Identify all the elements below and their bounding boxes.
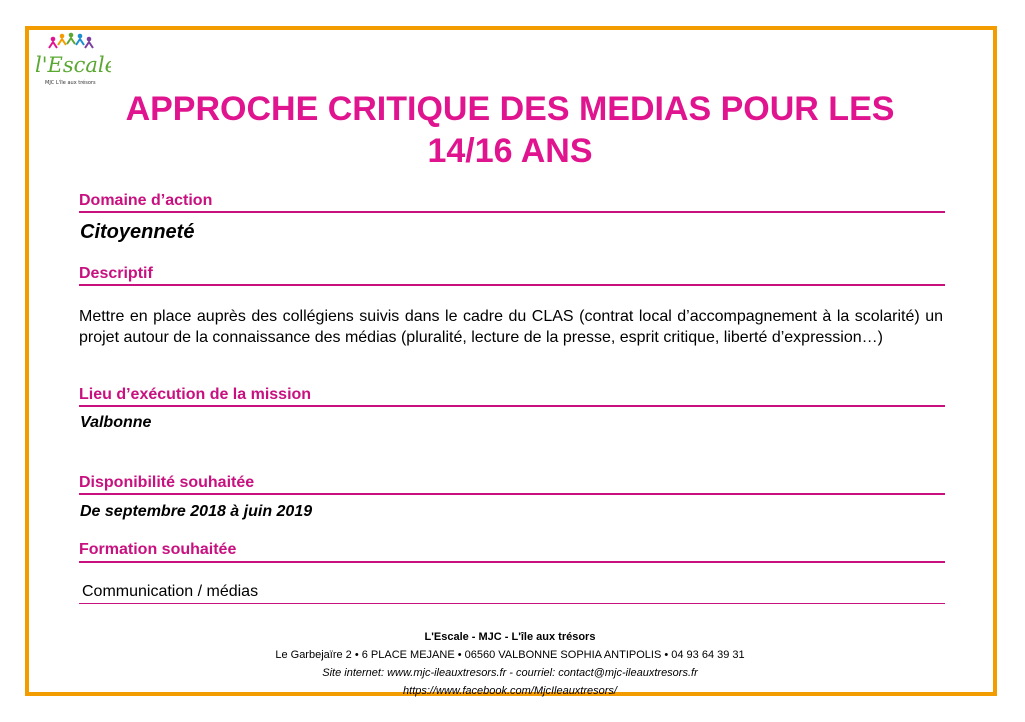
disponibilite-label: Disponibilité souhaitée <box>79 474 255 491</box>
disponibilite-value: De septembre 2018 à juin 2019 <box>80 503 313 520</box>
domaine-value: Citoyenneté <box>80 221 195 243</box>
svg-text:l'Escale: l'Escale <box>35 53 111 77</box>
page-title <box>60 88 960 172</box>
footer-facebook: https://www.facebook.com/MjcIleauxtresors/ <box>403 685 617 697</box>
descriptif-label: Descriptif <box>79 265 153 282</box>
lieu-label: Lieu d’exécution de la mission <box>79 386 312 403</box>
formation-bottom-rule <box>79 603 945 604</box>
descriptif-text: Mettre en place auprès des collégiens suivis dans le cadre du CLAS (contrat local d’accompagnement à la scolarité) un projet autour de la connaissance des médias (pluralité, lecture de la presse, esprit critique, liberté d’expression…) <box>79 308 943 346</box>
domaine-label: Domaine d’action <box>79 192 213 209</box>
formation-rule <box>79 561 945 563</box>
formation-label: Formation souhaitée <box>79 541 237 558</box>
title-line-2: 14/16 ANS <box>427 132 593 170</box>
footer <box>200 628 820 700</box>
footer-contact: Site internet: www.mjc-ileauxtresors.fr - courriel: contact@mjc-ileauxtresors.fr <box>322 667 698 679</box>
escale-logo <box>31 30 111 92</box>
lieu-value: Valbonne <box>80 414 152 431</box>
footer-org: L'Escale - MJC - L'île aux trésors <box>424 631 596 643</box>
title-line-1: APPROCHE CRITIQUE DES MEDIAS POUR LES <box>125 90 895 128</box>
formation-value: Communication / médias <box>82 583 259 600</box>
lieu-rule <box>79 405 945 407</box>
domaine-rule <box>79 211 945 213</box>
disponibilite-rule <box>79 493 945 495</box>
descriptif-rule <box>79 284 945 286</box>
svg-text:MJC L'île aux trésors: MJC L'île aux trésors <box>45 80 96 86</box>
footer-address: Le Garbejaïre 2 • 6 PLACE MEJANE • 06560 VALBONNE SOPHIA ANTIPOLIS • 04 93 64 39 31 <box>275 649 745 661</box>
